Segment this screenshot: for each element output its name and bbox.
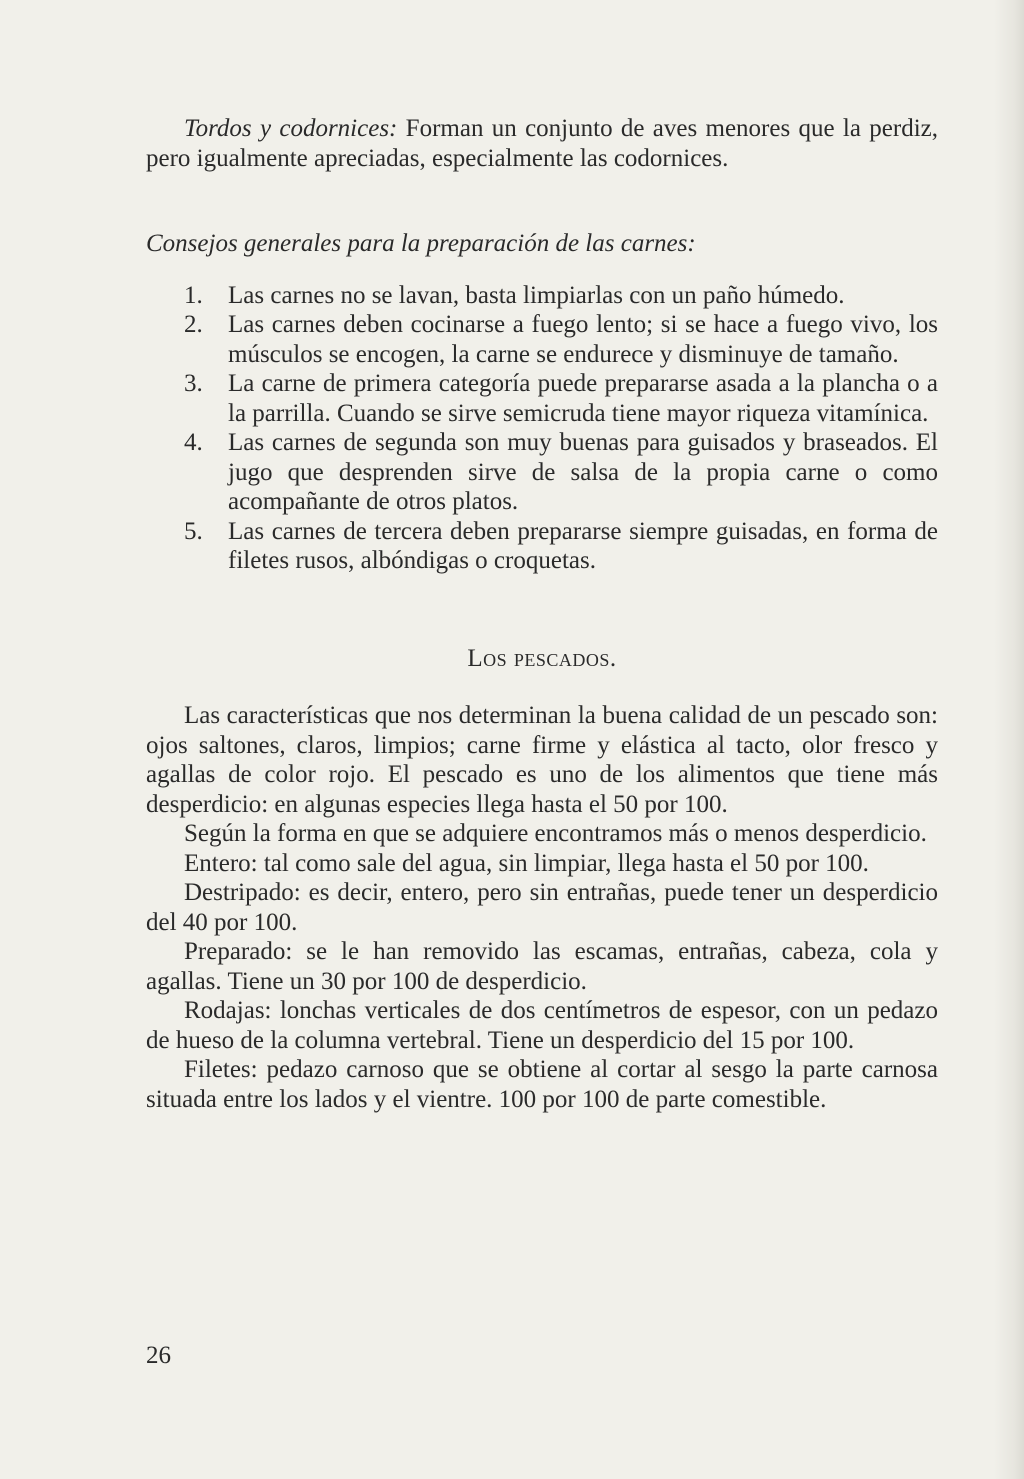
list-item-number: 2. [184, 311, 203, 338]
list-item [146, 517, 938, 576]
intro-term: Tordos y codornices: [184, 115, 398, 142]
list-item [146, 281, 938, 311]
section-title: Los pescados. [467, 644, 617, 672]
book-page [146, 114, 938, 1114]
list-item [146, 428, 938, 517]
list-item-number: 3. [184, 370, 203, 397]
list-item-text: Las carnes deben cocinarse a fuego lento; si se hace a fuego vivo, los músculos se encogen, la carne se endurece y disminuye de tamaño. [228, 311, 938, 368]
list-item-text: Las carnes no se lavan, basta limpiarlas con un paño húmedo. [228, 281, 845, 309]
list-item-number: 1. [184, 281, 203, 309]
fish-paragraph: Rodajas: lonchas verticales de dos centímetros de espesor, con un pedazo de hueso de la columna vertebral. Tiene un desperdicio del 15 por 100. [146, 997, 938, 1054]
list-item-text: Las carnes de segunda son muy buenas para guisados y braseados. El jugo que desprenden sirve de salsa de la propia carne o como acompañante de otros platos. [228, 429, 938, 515]
page-number: 26 [146, 1342, 171, 1369]
intro-text: Forman un conjunto de aves menores que la perdiz, pero igualmente apreciadas, especialmente las codornices. [146, 115, 938, 172]
fish-paragraph: Filetes: pedazo carnoso que se obtiene al cortar al sesgo la parte carnosa situada entre los lados y el vientre. 100 por 100 de parte comestible. [146, 1056, 938, 1113]
fish-section [146, 701, 938, 1114]
intro-paragraph [146, 114, 938, 173]
list-item-number: 5. [184, 517, 203, 545]
tips-heading: Consejos generales para la preparación de las carnes: [146, 230, 696, 257]
list-item-number: 4. [184, 429, 203, 456]
list-item [146, 369, 938, 428]
list-item-text: Las carnes de tercera deben prepararse siempre guisadas, en forma de filetes rusos, albóndigas o croquetas. [228, 517, 938, 574]
fish-paragraph: Según la forma en que se adquiere encontramos más o menos desperdicio. [184, 820, 927, 847]
fish-paragraph: Preparado: se le han removido las escamas, entrañas, cabeza, cola y agallas. Tiene un 30 por 100 de desperdicio. [146, 938, 938, 995]
fish-paragraph: Las características que nos determinan la buena calidad de un pescado son: ojos saltones, claros, limpios; carne firme y elástica al tacto, olor fresco y agallas de color rojo. El pescado es uno de los alimentos que tiene más desperdicio: en algunas especies llega hasta el 50 por 100. [146, 702, 938, 818]
list-item [146, 310, 938, 369]
fish-paragraph: Destripado: es decir, entero, pero sin entrañas, puede tener un desperdicio del 40 por 100. [146, 879, 938, 936]
fish-paragraph: Entero: tal como sale del agua, sin limpiar, llega hasta el 50 por 100. [184, 849, 869, 877]
list-item-text: La carne de primera categoría puede prepararse asada a la plancha o a la parrilla. Cuando se sirve semicruda tiene mayor riqueza vitamínica. [228, 370, 938, 427]
tips-list [146, 281, 938, 576]
page-edge-shadow [994, 0, 1024, 1479]
